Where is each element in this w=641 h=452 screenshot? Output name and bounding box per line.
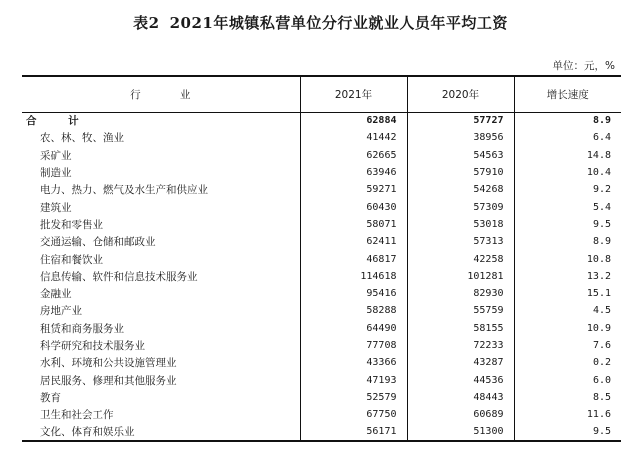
unit-note: 单位：元，% xyxy=(552,60,615,72)
growth-rate: 6.0 xyxy=(514,371,621,388)
value-2020: 42258 xyxy=(407,250,514,267)
value-2020: 57313 xyxy=(407,233,514,250)
industry-name: 建筑业 xyxy=(40,201,72,214)
industry-name: 科学研究和技术服务业 xyxy=(40,340,145,352)
growth-rate: 10.9 xyxy=(514,320,621,337)
growth-rate: 13.2 xyxy=(514,268,621,285)
growth-rate: 4.5 xyxy=(514,302,621,319)
industry-name: 农、林、牧、渔业 xyxy=(40,132,124,145)
total-2020: 57727 xyxy=(407,112,514,129)
value-2021: 47193 xyxy=(300,371,407,388)
table-row xyxy=(22,216,621,233)
growth-rate: 10.8 xyxy=(514,250,621,267)
growth-rate: 5.4 xyxy=(514,198,621,215)
value-2020: 57910 xyxy=(407,164,514,181)
growth-rate: 9.5 xyxy=(514,423,621,440)
header-industry: 行 业 xyxy=(22,76,300,112)
industry-name: 居民服务、修理和其他服务业 xyxy=(40,374,177,387)
table-row xyxy=(22,320,621,337)
table-row xyxy=(22,354,621,371)
value-2021: 59271 xyxy=(300,181,407,198)
value-2020: 55759 xyxy=(407,302,514,319)
growth-rate: 10.4 xyxy=(514,164,621,181)
value-2020: 54563 xyxy=(407,147,514,164)
table-row xyxy=(22,423,621,440)
growth-rate: 6.4 xyxy=(514,129,621,146)
header-growth: 增长速度 xyxy=(514,76,621,112)
value-2020: 43287 xyxy=(407,354,514,371)
table-row xyxy=(22,337,621,354)
growth-rate: 9.5 xyxy=(514,216,621,233)
value-2020: 60689 xyxy=(407,406,514,423)
table-number: 表2 xyxy=(133,14,160,32)
value-2020: 72233 xyxy=(407,337,514,354)
growth-rate: 0.2 xyxy=(514,354,621,371)
value-2020: 54268 xyxy=(407,181,514,198)
value-2021: 63946 xyxy=(300,164,407,181)
industry-name: 卫生和社会工作 xyxy=(40,409,114,422)
table-row xyxy=(22,389,621,406)
value-2020: 38956 xyxy=(407,129,514,146)
value-2020: 101281 xyxy=(407,268,514,285)
total-2021: 62884 xyxy=(300,112,407,129)
value-2021: 62665 xyxy=(300,147,407,164)
table-row xyxy=(22,147,621,164)
header-2020: 2020年 xyxy=(407,76,514,112)
value-2021: 46817 xyxy=(300,250,407,267)
value-2020: 53018 xyxy=(407,216,514,233)
growth-rate: 9.2 xyxy=(514,181,621,198)
industry-name: 租赁和商务服务业 xyxy=(40,322,124,335)
value-2021: 58071 xyxy=(300,216,407,233)
total-row xyxy=(22,112,621,129)
industry-name: 批发和零售业 xyxy=(40,218,103,231)
industry-name: 采矿业 xyxy=(40,149,72,162)
value-2020: 57309 xyxy=(407,198,514,215)
growth-rate: 8.9 xyxy=(514,233,621,250)
table-row xyxy=(22,406,621,423)
wage-table xyxy=(22,75,621,442)
value-2021: 77708 xyxy=(300,337,407,354)
table-row xyxy=(22,250,621,267)
value-2020: 82930 xyxy=(407,285,514,302)
industry-name: 水利、环境和公共设施管理业 xyxy=(40,357,177,370)
industry-name: 住宿和餐饮业 xyxy=(40,253,103,266)
growth-rate: 8.5 xyxy=(514,389,621,406)
industry-name: 房地产业 xyxy=(40,305,82,318)
table-row xyxy=(22,181,621,198)
total-label: 合 计 xyxy=(26,115,93,128)
table-row xyxy=(22,302,621,319)
industry-name: 文化、体育和娱乐业 xyxy=(22,423,300,440)
table-row xyxy=(22,233,621,250)
table-row xyxy=(22,198,621,215)
value-2020: 44536 xyxy=(407,371,514,388)
growth-rate: 14.8 xyxy=(514,147,621,164)
header-row xyxy=(22,76,621,112)
table-row xyxy=(22,268,621,285)
value-2021: 41442 xyxy=(300,129,407,146)
value-2021: 67750 xyxy=(300,406,407,423)
value-2021: 64490 xyxy=(300,320,407,337)
growth-rate: 15.1 xyxy=(514,285,621,302)
table-row xyxy=(22,164,621,181)
table-header xyxy=(22,76,621,112)
value-2021: 56171 xyxy=(300,423,407,440)
growth-rate: 11.6 xyxy=(514,406,621,423)
industry-name: 交通运输、仓储和邮政业 xyxy=(40,236,156,249)
industry-name: 制造业 xyxy=(40,167,72,180)
table-title xyxy=(0,12,641,33)
value-2020: 48443 xyxy=(407,389,514,406)
table-row xyxy=(22,129,621,146)
industry-name: 金融业 xyxy=(40,288,72,301)
industry-name: 信息传输、软件和信息技术服务业 xyxy=(40,270,198,283)
value-2021: 95416 xyxy=(300,285,407,302)
value-2021: 52579 xyxy=(300,389,407,406)
value-2021: 114618 xyxy=(300,268,407,285)
industry-name: 教育 xyxy=(40,391,61,404)
table-row xyxy=(22,371,621,388)
table-title-text: 2021年城镇私营单位分行业就业人员年平均工资 xyxy=(169,14,508,32)
growth-rate: 7.6 xyxy=(514,337,621,354)
value-2021: 60430 xyxy=(300,198,407,215)
value-2021: 58288 xyxy=(300,302,407,319)
total-growth: 8.9 xyxy=(514,112,621,129)
value-2021: 62411 xyxy=(300,233,407,250)
value-2020: 58155 xyxy=(407,320,514,337)
table-row xyxy=(22,285,621,302)
value-2020: 51300 xyxy=(407,423,514,440)
table-body xyxy=(22,112,621,441)
header-2021: 2021年 xyxy=(300,76,407,112)
value-2021: 43366 xyxy=(300,354,407,371)
industry-name: 电力、热力、燃气及水生产和供应业 xyxy=(40,184,208,197)
